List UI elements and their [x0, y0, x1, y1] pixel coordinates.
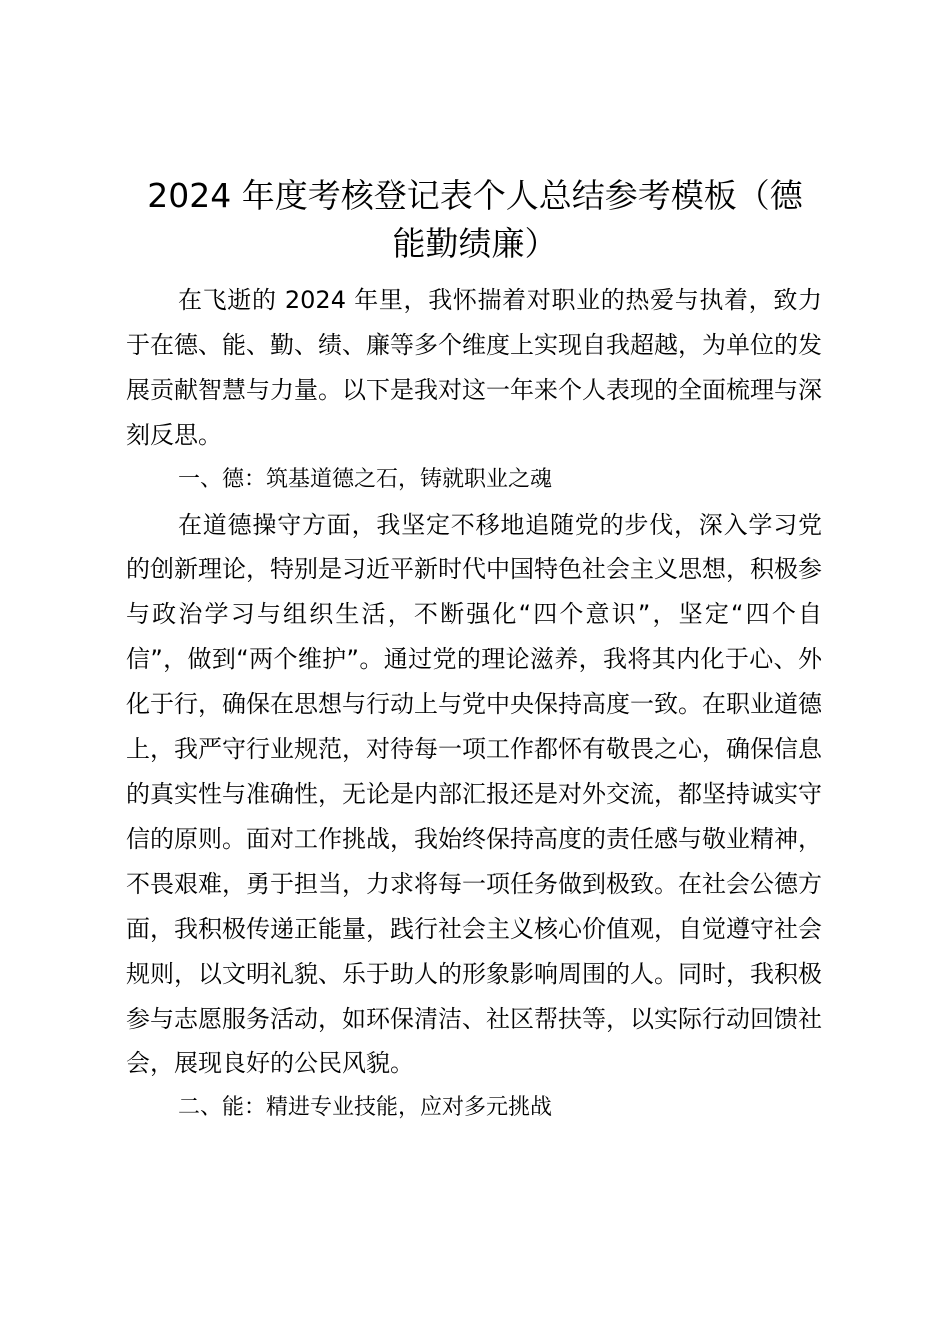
intro-paragraph: 在飞逝的 2024 年里，我怀揣着对职业的热爱与执着，致力于在德、能、勤、绩、廉等多个维度上实现自我超越，为单位的发展贡献智慧与力量。以下是我对这一年来个人表现的全面梳理与深刻反思。	[126, 286, 822, 449]
document-body	[126, 278, 822, 1131]
title-line-1: 2024 年度考核登记表个人总结参考模板（德	[147, 176, 803, 215]
section-heading-neng: 二、能：精进专业技能，应对多元挑战	[178, 1095, 553, 1121]
document-title	[118, 172, 832, 268]
title-line-2: 能勤绩廉）	[392, 224, 558, 263]
section-paragraph-de: 在道德操守方面，我坚定不移地追随党的步伐，深入学习党的创新理论，特别是习近平新时代中国特色社会主义思想，积极参与政治学习与组织生活，不断强化“四个意识”，坚定“四个自信”，做到“两个维护”。通过党的理论滋养，我将其内化于心、外化于行，确保在思想与行动上与党中央保持高度一致。在职业道德上，我严守行业规范，对待每一项工作都怀有敬畏之心，确保信息的真实性与准确性，无论是内部汇报还是对外交流，都坚持诚实守信的原则。面对工作挑战，我始终保持高度的责任感与敬业精神，不畏艰难，勇于担当，力求将每一项任务做到极致。在社会公德方面，我积极传递正能量，践行社会主义核心价值观，自觉遵守社会规则，以文明礼貌、乐于助人的形象影响周围的人。同时，我积极参与志愿服务活动，如环保清洁、社区帮扶等，以实际行动回馈社会，展现良好的公民风貌。	[126, 510, 822, 1078]
section-heading-de: 一、德：筑基道德之石，铸就职业之魂	[178, 466, 553, 492]
